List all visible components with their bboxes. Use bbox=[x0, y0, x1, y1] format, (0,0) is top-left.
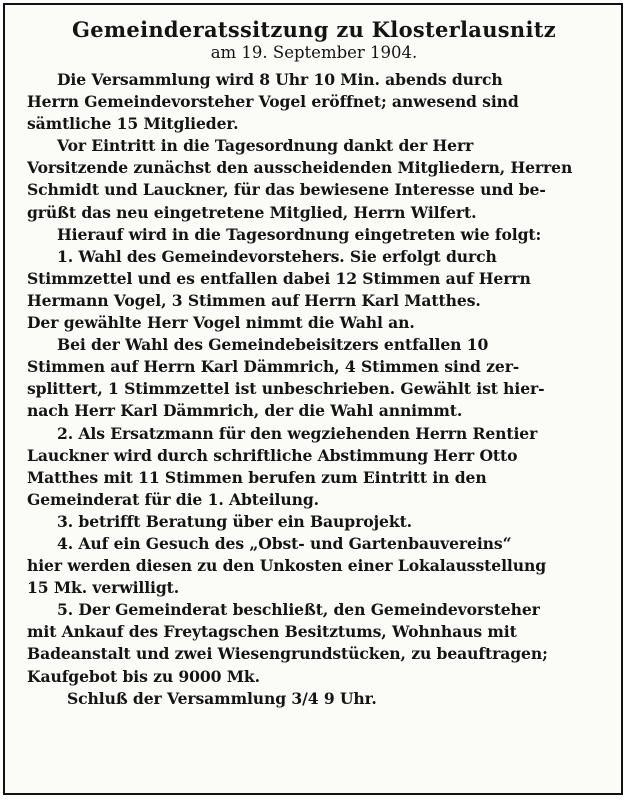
paragraph-thanks bbox=[27, 135, 601, 223]
article-date: am 19. September 1904. bbox=[210, 43, 418, 62]
text-line: 4. Auf ein Gesuch des „Obst- und Gartenbauvereins“ bbox=[57, 533, 512, 553]
paragraph-agenda-5 bbox=[27, 599, 601, 687]
text-line: Lauckner wird durch schriftliche Abstimmung Herr Otto bbox=[27, 445, 518, 465]
newspaper-clipping bbox=[3, 3, 623, 795]
text-line: Schmidt und Lauckner, für das bewiesene Interesse und be- bbox=[27, 180, 546, 200]
text-line: 1. Wahl des Gemeindevorstehers. Sie erfolgt durch bbox=[57, 246, 497, 266]
text-line: Badeanstalt und zwei Wiesengrundstücken, zu beauftragen; bbox=[27, 644, 548, 664]
paragraph-opening bbox=[27, 69, 601, 135]
text-line: nach Herr Karl Dämmrich, der die Wahl annimmt. bbox=[27, 401, 463, 421]
text-line: Gemeinderat für die 1. Abteilung. bbox=[27, 489, 319, 509]
text-line: Hierauf wird in die Tagesordnung eingetreten wie folgt: bbox=[57, 224, 542, 244]
text-line: hier werden diesen zu den Unkosten einer Lokalausstellung bbox=[27, 556, 547, 576]
text-line: splittert, 1 Stimmzettel ist unbeschrieben. Gewählt ist hier- bbox=[27, 379, 545, 399]
text-line: Stimmen auf Herrn Karl Dämmrich, 4 Stimmen sind zer- bbox=[27, 357, 520, 377]
paragraph-agenda-4 bbox=[27, 533, 601, 599]
text-line: Vor Eintritt in die Tagesordnung dankt der Herr bbox=[57, 136, 474, 156]
text-line: 3. betrifft Beratung über ein Bauprojekt. bbox=[57, 511, 413, 531]
paragraph-agenda-3 bbox=[27, 511, 601, 533]
text-line: Kaufgebot bis zu 9000 Mk. bbox=[27, 666, 260, 686]
text-line: Herrn Gemeindevorsteher Vogel eröffnet; anwesend sind bbox=[27, 92, 519, 112]
text-line: Schluß der Versammlung 3/4 9 Uhr. bbox=[67, 688, 377, 708]
text-line: Hermann Vogel, 3 Stimmen auf Herrn Karl Matthes. bbox=[27, 290, 481, 310]
text-line: Der gewählte Herr Vogel nimmt die Wahl an. bbox=[27, 313, 415, 333]
text-line: Die Versammlung wird 8 Uhr 10 Min. abends durch bbox=[57, 70, 503, 89]
text-line: grüßt das neu eingetretene Mitglied, Herrn Wilfert. bbox=[27, 202, 477, 222]
paragraph-closing bbox=[27, 688, 601, 710]
text-line: 5. Der Gemeinderat beschließt, den Gemeindevorsteher bbox=[57, 600, 540, 620]
paragraph-agenda-1 bbox=[27, 224, 601, 334]
text-line: Vorsitzende zunächst den ausscheidenden Mitgliedern, Herren bbox=[27, 158, 573, 178]
paragraph-agenda-2 bbox=[27, 423, 601, 511]
text-line: Bei der Wahl des Gemeindebeisitzers entfallen 10 bbox=[57, 335, 489, 355]
text-line: mit Ankauf des Freytagschen Besitztums, Wohnhaus mit bbox=[27, 622, 517, 642]
article-title: Gemeinderatssitzung zu Klosterlausnitz bbox=[72, 17, 556, 42]
text-line: Stimmzettel und es entfallen dabei 12 Stimmen auf Herrn bbox=[27, 268, 531, 288]
text-line: sämtliche 15 Mitglieder. bbox=[27, 114, 239, 134]
text-line: 15 Mk. verwilligt. bbox=[27, 578, 180, 598]
paragraph-beisitzer bbox=[27, 334, 601, 422]
text-line: Matthes mit 11 Stimmen berufen zum Eintritt in den bbox=[27, 467, 487, 487]
text-line: 2. Als Ersatzmann für den wegziehenden Herrn Rentier bbox=[57, 423, 538, 443]
